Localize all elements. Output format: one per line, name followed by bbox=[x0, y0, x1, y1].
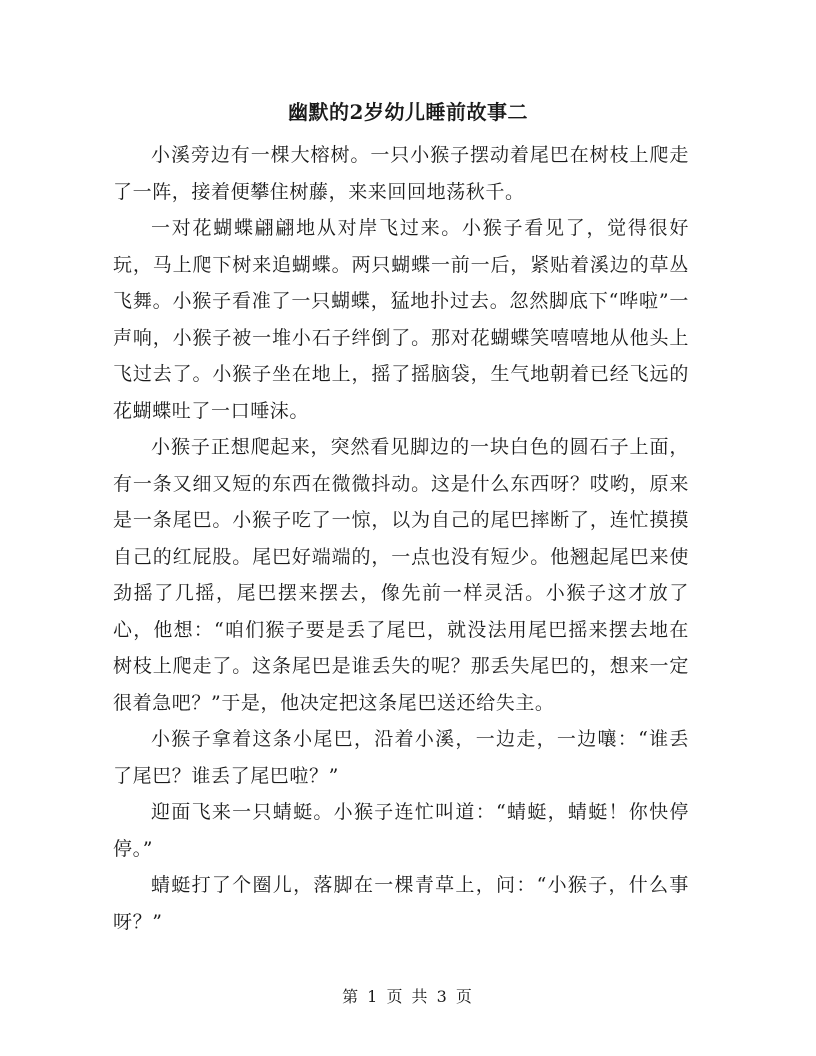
paragraph: 一对花蝴蝶翩翩地从对岸飞过来。小猴子看见了，觉得很好玩，马上爬下树来追蝴蝶。两只蝴蝶一前一后，紧贴着溪边的草丛飞舞。小猴子看准了一只蝴蝶，猛地扑过去。忽然脚底下“哗啦”一声响，小猴子被一堆小石子绊倒了。那对花蝴蝶笑嘻嘻地从他头上飞过去了。小猴子坐在地上，摇了摇脑袋，生气地朝着已经飞远的花蝴蝶吐了一口唾沫。 bbox=[113, 217, 689, 422]
page-title: 幽默的2岁幼儿睡前故事二 bbox=[288, 100, 528, 124]
paragraph: 蜻蜓打了个圈儿，落脚在一棵青草上，问：“小猴子，什么事呀？” bbox=[113, 874, 689, 933]
page-number-footer: 第 1 页 共 3 页 bbox=[342, 987, 474, 1006]
story-body bbox=[113, 137, 689, 940]
paragraph: 迎面飞来一只蜻蜓。小猴子连忙叫道：“蜻蜓，蜻蜓！你快停停。” bbox=[113, 801, 689, 860]
paragraph: 小猴子拿着这条小尾巴，沿着小溪，一边走，一边嚷：“谁丢了尾巴？谁丢了尾巴啦？” bbox=[113, 728, 689, 787]
paragraph: 小猴子正想爬起来，突然看见脚边的一块白色的圆石子上面，有一条又细又短的东西在微微抖动。这是什么东西呀？哎哟，原来是一条尾巴。小猴子吃了一惊，以为自己的尾巴摔断了，连忙摸摸自己的红屁股。尾巴好端端的，一点也没有短少。他翘起尾巴来使劲摇了几摇，尾巴摆来摆去，像先前一样灵活。小猴子这才放了心，他想：“咱们猴子要是丢了尾巴，就没法用尾巴摇来摆去地在树枝上爬走了。这条尾巴是谁丢失的呢？那丢失尾巴的，想来一定很着急吧？”于是，他决定把这条尾巴送还给失主。 bbox=[113, 436, 689, 714]
paragraph: 小溪旁边有一棵大榕树。一只小猴子摆动着尾巴在树枝上爬走了一阵，接着便攀住树藤，来来回回地荡秋千。 bbox=[113, 144, 689, 203]
